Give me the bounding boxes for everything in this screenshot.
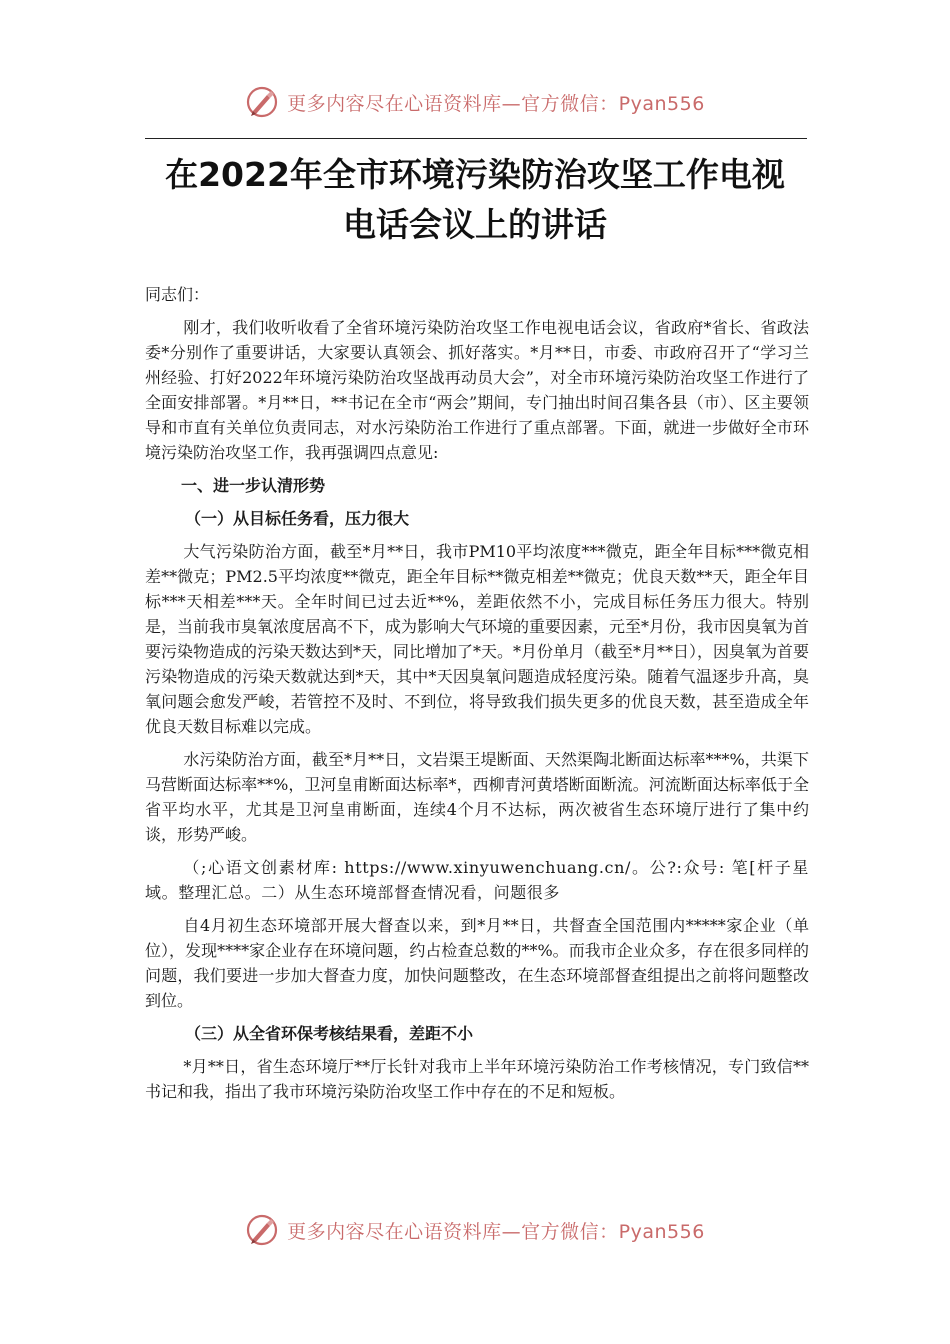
header-divider (145, 138, 807, 139)
pen-logo-icon (245, 85, 279, 119)
water-pollution-paragraph: 水污染防治方面，截至*月**日，文岩渠王堤断面、天然渠陶北断面达标率***%，共渠下马营断面达标率**%，卫河皇甫断面达标率*，西柳青河黄塔断面断流。河流断面达标率低于全省平均水平，尤其是卫河皇甫断面，连续4个月不达标，两次被省生态环境厅进行了集中约谈，形势严峻。 (145, 750, 809, 844)
page-title (130, 150, 820, 250)
pen-logo-icon (245, 1213, 279, 1247)
banner-text: 更多内容尽在心语资料库—官方微信：Pyan556 (287, 1220, 705, 1243)
salutation: 同志们： (145, 285, 210, 304)
banner-text: 更多内容尽在心语资料库—官方微信：Pyan556 (287, 92, 705, 115)
section-1-heading: 一、进一步认清形势 (181, 476, 326, 495)
header-banner (0, 82, 950, 122)
source-note-paragraph: （;心语文创素材库: https://www.xinyuwenchuang.cn/。公?:众号: 笔[杆子星域。整理汇总。二）从生态环境部督查情况看，问题很多 (145, 858, 809, 902)
title-line-2: 电话会议上的讲话 (343, 205, 607, 244)
footer-banner (0, 1210, 950, 1250)
intro-paragraph: 刚才，我们收听收看了全省环境污染防治攻坚工作电视电话会议，省政府*省长、省政法委*分别作了重要讲话，大家要认真领会、抓好落实。*月**日，市委、市政府召开了“学习兰州经验、打好2022年环境污染防治攻坚战再动员大会”，对全市环境污染防治攻坚工作进行了全面安排部署。*月**日，**书记在全市“两会”期间，专门抽出时间召集各县（市）、区主要领导和市直有关单位负责同志，对水污染防治工作进行了重点部署。下面，就进一步做好全市环境污染防治攻坚工作，我再强调四点意见: (145, 318, 809, 462)
subsection-3-heading: （三）从全省环保考核结果看，差距不小 (185, 1024, 474, 1043)
subsection-1-heading: （一）从目标任务看，压力很大 (185, 509, 410, 528)
document-body (145, 282, 809, 1112)
air-pollution-paragraph: 大气污染防治方面，截至*月**日，我市PM10平均浓度***微克，距全年目标***微克相差**微克；PM2.5平均浓度**微克，距全年目标**微克相差**微克；优良天数**天，距全年目标***天相差***天。全年时间已过去近**%，差距依然不小，完成目标任务压力很大。特别是，当前我市臭氧浓度居高不下，成为影响大气环境的重要因素，元至*月份，我市因臭氧为首要污染物造成的污染天数达到*天，同比增加了*天。*月份单月（截至*月**日），因臭氧为首要污染物造成的污染天数就达到*天，其中*天因臭氧问题造成轻度污染。随着气温逐步升高，臭氧问题会愈发严峻，若管控不及时、不到位，将导致我们损失更多的优良天数，甚至造成全年优良天数目标难以完成。 (145, 542, 810, 736)
title-line-1: 在2022年全市环境污染防治攻坚工作电视 (165, 155, 785, 194)
inspection-paragraph: 自4月初生态环境部开展大督查以来，到*月**日，共督查全国范围内*****家企业（单位），发现****家企业存在环境问题，约占检查总数的**%。而我市企业众多，存在很多同样的问题，我们要进一步加大督查力度，加快问题整改，在生态环境部督查组提出之前将问题整改到位。 (145, 916, 809, 1010)
assessment-paragraph: *月**日，省生态环境厅**厅长针对我市上半年环境污染防治工作考核情况，专门致信**书记和我，指出了我市环境污染防治攻坚工作中存在的不足和短板。 (145, 1057, 809, 1101)
